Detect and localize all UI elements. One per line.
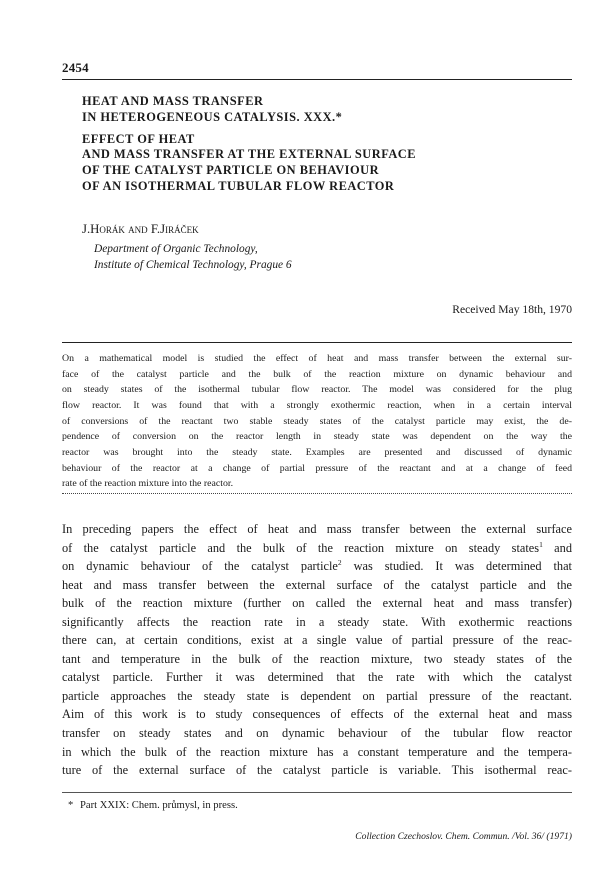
footnote-text: Part XXIX: Chem. průmysl, in press. <box>80 800 238 811</box>
body-line: significantly affects the reaction rate in a steady state. With exothermic reactions <box>62 614 572 629</box>
abstract-line: on steady states of the isothermal tubular flow reactor. The model was considered for the plug <box>62 384 572 396</box>
abstract-top-rule <box>62 342 572 343</box>
body-line: tant and temperature in the bulk of the reaction mixture, two steady states of the <box>62 651 572 666</box>
footnote-mark: * <box>68 800 74 811</box>
body-line: there can, at certain conditions, exist at a single value of partial pressure of the reac- <box>62 633 572 648</box>
body-line: particle approaches the steady state is dependent on partial pressure of the reactant. <box>62 688 572 703</box>
affiliation-line: Institute of Chemical Technology, Prague 6 <box>94 259 292 271</box>
body-line: in which the bulk of the reaction mixture has a constant temperature and the tempera- <box>62 744 572 759</box>
body-line: transfer on steady states and on dynamic behaviour of the tubular flow reactor <box>62 726 572 741</box>
citation-ref: 1 <box>539 539 543 549</box>
title-line: HEAT AND MASS TRANSFER <box>82 94 264 108</box>
authors: J.Horák and F.Jiráček <box>82 222 199 236</box>
footnote-rule <box>62 792 572 793</box>
body-line: catalyst particle. Further it was determined that the rate with which the catalyst <box>62 670 572 685</box>
abstract-line: pendence of conversion on the reactor length in steady state was dependent on the way the <box>62 431 572 443</box>
received-date: Received May 18th, 1970 <box>452 303 572 316</box>
footnote <box>68 800 238 811</box>
affiliation <box>94 241 292 273</box>
abstract <box>62 351 572 492</box>
title-line: IN HETEROGENEOUS CATALYSIS. XXX.* <box>82 109 343 124</box>
body-line: Aim of this work is to study consequences of effects of the external heat and mass <box>62 707 572 722</box>
body-line: heat and mass transfer between the external surface of the catalyst particle and the <box>62 577 572 592</box>
title-line: EFFECT OF HEAT <box>82 131 195 146</box>
title-line: OF THE CATALYST PARTICLE ON BEHAVIOUR <box>82 163 380 178</box>
body-line <box>62 539 572 558</box>
abstract-bottom-rule <box>62 493 572 494</box>
abstract-line: face of the catalyst particle and the bulk of the reaction mixture on dynamic behaviour and <box>62 368 572 380</box>
header-rule <box>62 79 572 80</box>
page-number: 2454 <box>62 60 89 75</box>
abstract-line: of conversions of the reactant two stable steady states of the catalyst particle may exist, the de- <box>62 415 572 427</box>
body-line <box>62 557 572 576</box>
article-title <box>82 94 562 195</box>
body-line-text: was studied. It was determined that <box>341 559 572 574</box>
abstract-line: rate of the reaction mixture into the reactor. <box>62 478 234 490</box>
body-line: bulk of the reaction mixture (further on called the external heat and mass transfer) <box>62 596 572 611</box>
body-line-text: and <box>542 540 572 555</box>
body-line: ture of the external surface of the catalyst particle is variable. This isothermal reac- <box>62 763 572 778</box>
abstract-line: reactor was brought into the steady state. Examples are presented and discussed of dynamic <box>62 446 572 458</box>
abstract-line: On a mathematical model is studied the effect of heat and mass transfer between the external sur- <box>62 353 572 364</box>
affiliation-line: Department of Organic Technology, <box>94 243 258 255</box>
body-line-text: on dynamic behaviour of the catalyst particle <box>62 559 338 574</box>
abstract-line: flow reactor. It was found that with a strongly exothermic reaction, when in a certain interval <box>62 399 572 411</box>
running-footer: Collection Czechoslov. Chem. Commun. /Vol. 36/ (1971) <box>355 831 572 842</box>
body-line: In preceding papers the effect of heat and mass transfer between the external surface <box>62 522 572 536</box>
title-line: OF AN ISOTHERMAL TUBULAR FLOW REACTOR <box>82 178 395 193</box>
abstract-line: behaviour of the reactor at a change of partial pressure of the reactant and at a change of feed <box>62 462 572 474</box>
body-line-text: of the catalyst particle and the bulk of the reaction mixture on steady states <box>62 540 540 555</box>
body-text <box>62 520 572 780</box>
title-line: AND MASS TRANSFER AT THE EXTERNAL SURFACE <box>82 147 417 162</box>
citation-ref: 2 <box>337 558 342 568</box>
